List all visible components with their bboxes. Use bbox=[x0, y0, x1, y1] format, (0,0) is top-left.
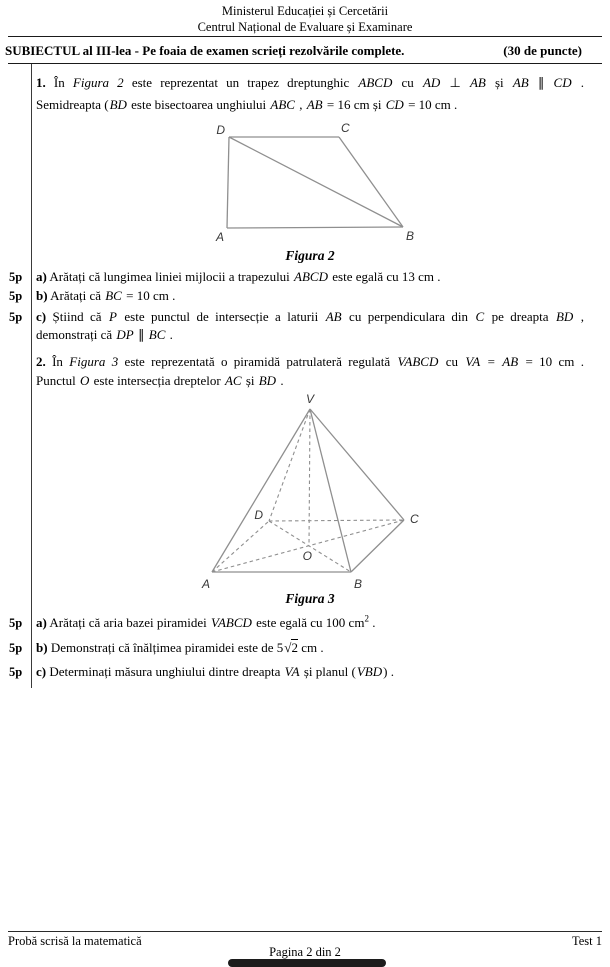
vertex-label-B: B bbox=[354, 577, 363, 591]
problem1-statement-line2: Semidreapta (BD este bisectoarea unghiului ABC , AB = 16 cm și CD = 10 cm . bbox=[36, 97, 458, 112]
vertex-label-B: B bbox=[406, 229, 415, 243]
item-2b: b) Demonstrați că înălțimea piramidei este de 5√2 cm . bbox=[36, 640, 324, 655]
figure2-trapezoid bbox=[190, 120, 420, 245]
vertex-label-V: V bbox=[305, 394, 315, 406]
vertex-label-D: D bbox=[254, 508, 263, 522]
item-2c: c) Determinați măsura unghiului dintre dreapta VA și planul (VBD) . bbox=[36, 664, 394, 679]
subject-title: SUBIECTUL al III-lea - Pe foaia de examen scrieți rezolvările complete. bbox=[5, 43, 405, 58]
points-badge-1c: 5p bbox=[9, 310, 23, 324]
edge-AD-dashed bbox=[212, 521, 269, 572]
footer-exam-name: Probă scrisă la matematică bbox=[8, 934, 142, 948]
item-1b: b) Arătați că BC = 10 cm . bbox=[36, 288, 176, 303]
item-1c-line2: demonstrați că DP ∥ BC . bbox=[36, 327, 173, 342]
diagonal-AC-dashed bbox=[212, 520, 404, 572]
vertex-label-C: C bbox=[341, 121, 350, 135]
ministry-line: Ministerul Educației și Cercetării bbox=[221, 4, 389, 18]
figure2-caption: Figura 2 bbox=[285, 248, 335, 263]
header-rule bbox=[8, 36, 602, 37]
vertex-label-D: D bbox=[216, 123, 225, 137]
edge-VD-dashed bbox=[269, 409, 310, 521]
item-1c-line1: c) Știind că P este punctul de intersecție a laturii AB cu perpendiculara din C pe dreapta BD , bbox=[36, 309, 584, 324]
problem2-statement-line2: Punctul O este intersecția dreptelor AC și BD . bbox=[36, 373, 284, 388]
item-2a: a) Arătați că aria bazei piramidei VABCD este egală cu 100 $cm^2$ . bbox=[36, 613, 376, 630]
problem1-statement-line1: 1. În Figura 2 este reprezentat un trapez dreptunghic ABCD cu AD ⊥ AB și AB ∥ CD . bbox=[36, 75, 584, 90]
figure3-pyramid bbox=[190, 394, 430, 594]
vertex-label-A: A bbox=[201, 577, 210, 591]
height-VO-dashed bbox=[309, 409, 310, 546]
gutter-divider bbox=[31, 64, 32, 688]
points-badge-2c: 5p bbox=[9, 665, 23, 679]
page-number: Pagina 2 din 2 bbox=[269, 945, 341, 959]
edge-DC-dashed bbox=[269, 520, 404, 521]
center-line: Centrul Național de Evaluare și Examinare bbox=[197, 20, 413, 34]
points-badge-1b: 5p bbox=[9, 289, 23, 303]
footer-rule bbox=[8, 931, 602, 932]
subject-rule bbox=[8, 63, 602, 64]
center-label-O: O bbox=[302, 549, 312, 563]
vertex-label-A: A bbox=[215, 230, 224, 244]
points-badge-2b: 5p bbox=[9, 641, 23, 655]
edge-DA bbox=[227, 137, 229, 228]
horizontal-scrollbar-thumb[interactable] bbox=[228, 959, 386, 967]
diagonal-DB bbox=[229, 137, 403, 227]
problem2-statement-line1: 2. În Figura 3 este reprezentată o piramidă patrulateră regulată VABCD cu VA = AB = 10 cm . bbox=[36, 354, 584, 369]
figure3-caption: Figura 3 bbox=[285, 591, 335, 606]
diagonal-DB-dashed bbox=[269, 521, 351, 572]
points-badge-1a: 5p bbox=[9, 270, 23, 284]
subject-points: (30 de puncte) bbox=[503, 43, 582, 58]
subject-row bbox=[5, 42, 582, 60]
vertex-label-C: C bbox=[410, 512, 419, 526]
edge-VA bbox=[212, 409, 310, 572]
edge-AB bbox=[227, 227, 403, 228]
points-badge-2a: 5p bbox=[9, 616, 23, 630]
edge-CB bbox=[339, 137, 403, 227]
item-1a: a) Arătați că lungimea liniei mijlocii a trapezului ABCD este egală cu 13 cm . bbox=[36, 269, 441, 284]
footer-test-number: Test 1 bbox=[571, 934, 602, 948]
edge-BC bbox=[351, 520, 404, 572]
